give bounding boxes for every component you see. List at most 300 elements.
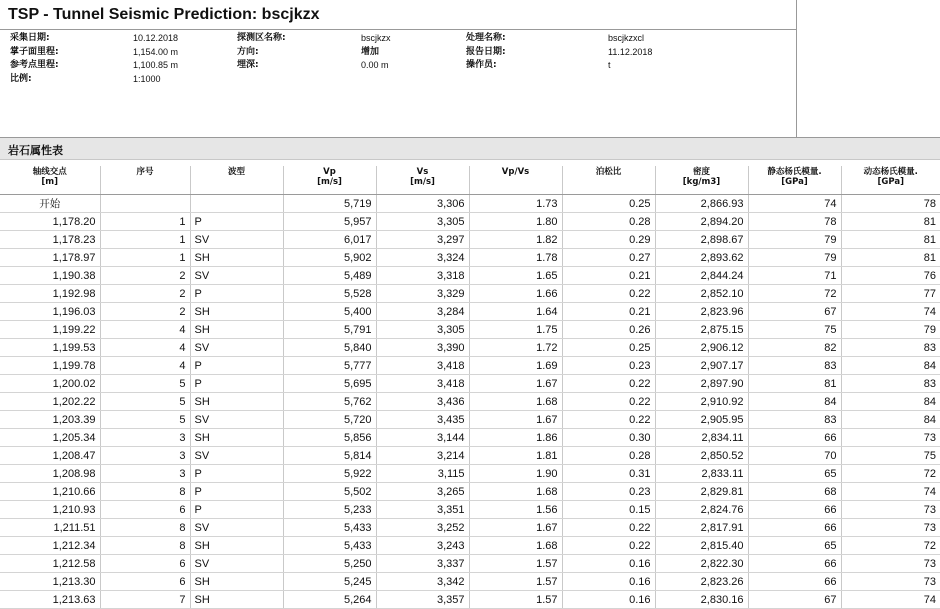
table-cell: 73 [841,429,940,447]
table-cell: 1.64 [469,303,562,321]
table-cell: 3,306 [376,195,469,213]
table-cell: 84 [841,357,940,375]
meta-values-col1 [133,32,178,86]
table-cell: 1,199.78 [0,357,100,375]
table-header-row [0,166,940,195]
table-cell: 0.30 [562,429,655,447]
meta-label: 比例: [10,73,32,84]
table-cell: SV [190,231,283,249]
table-cell: 0.15 [562,501,655,519]
table-cell: SH [190,321,283,339]
table-row [0,591,940,609]
table-cell: 4 [100,357,190,375]
column-header [748,166,841,195]
table-cell: 2,897.90 [655,375,748,393]
table-cell: 0.22 [562,519,655,537]
table-cell [190,195,283,213]
table-row [0,213,940,231]
table-cell: 5 [100,375,190,393]
table-cell: 0.22 [562,393,655,411]
table-row [0,375,940,393]
meta-value: 1,154.00 m [133,46,179,57]
column-header [283,166,376,195]
table-cell: 1.82 [469,231,562,249]
table-cell: 3,418 [376,357,469,375]
meta-value: 1,100.85 m [133,60,179,70]
table-cell: 75 [748,321,841,339]
column-header-name: 密度 [692,167,710,177]
table-cell: 3,318 [376,267,469,285]
table-row [0,195,940,213]
column-header-name: 波型 [227,167,245,177]
table-cell: 3 [100,429,190,447]
table-cell: 3,351 [376,501,469,519]
table-cell: 5,264 [283,591,376,609]
table-cell: 65 [748,465,841,483]
table-cell: SH [190,393,283,411]
table-cell: 8 [100,483,190,501]
table-cell: 6 [100,555,190,573]
table-cell: 1,199.22 [0,321,100,339]
table-cell: 2,823.26 [655,573,748,591]
column-header [190,166,283,195]
table-cell: 1.67 [469,519,562,537]
table-cell: 74 [841,303,940,321]
table-cell: 0.26 [562,321,655,339]
table-cell: 1.68 [469,537,562,555]
table-cell: 2,833.11 [655,465,748,483]
table-cell: 0.22 [562,375,655,393]
meta-value: 10.12.2018 [133,33,179,43]
table-cell: 3,297 [376,231,469,249]
table-cell: 83 [841,375,940,393]
table-cell: 0.28 [562,213,655,231]
table-cell: 1,210.66 [0,483,100,501]
table-cell: 6 [100,573,190,591]
meta-label: 参考点里程: [10,60,59,70]
table-row [0,429,940,447]
table-cell: 2,815.40 [655,537,748,555]
table-cell: 3,390 [376,339,469,357]
table-cell: 2,898.67 [655,231,748,249]
table-cell: 5,719 [283,195,376,213]
column-header-name: Vs [416,167,429,177]
table-cell: 2,910.92 [655,393,748,411]
table-cell: 3,337 [376,555,469,573]
table-row [0,285,940,303]
table-cell: 3,214 [376,447,469,465]
table-cell: 8 [100,519,190,537]
column-header [469,166,562,195]
table-cell: 5 [100,411,190,429]
table-cell: P [190,375,283,393]
table-cell: 1.67 [469,375,562,393]
table-cell: 83 [748,357,841,375]
table-cell: 6 [100,501,190,519]
table-cell: 74 [841,483,940,501]
table-row [0,465,940,483]
table-cell: SV [190,411,283,429]
table-cell: 2,822.30 [655,555,748,573]
table-cell: 67 [748,303,841,321]
table-row [0,231,940,249]
table-cell: 5,902 [283,249,376,267]
table-cell: 0.28 [562,447,655,465]
table-cell: 2,850.52 [655,447,748,465]
table-cell: 1 [100,231,190,249]
meta-value: bscjkzx [361,33,391,43]
table-cell: 1,213.63 [0,591,100,609]
rock-properties-table [0,166,940,609]
column-header-name: 动态杨氏模量. [863,167,918,177]
table-cell: SH [190,537,283,555]
table-cell: 7 [100,591,190,609]
table-cell: 5,489 [283,267,376,285]
report-title: TSP - Tunnel Seismic Prediction: bscjkzx [8,6,320,23]
column-header-name: Vp/Vs [501,167,530,177]
table-cell: 5,856 [283,429,376,447]
table-cell: 2,907.17 [655,357,748,375]
table-row [0,339,940,357]
header-side-box [797,0,940,138]
table-cell: 2,866.93 [655,195,748,213]
table-cell: 1,213.30 [0,573,100,591]
table-row [0,411,940,429]
table-cell: 5,922 [283,465,376,483]
table-cell: P [190,465,283,483]
table-cell: 1,208.98 [0,465,100,483]
table-cell: 76 [841,267,940,285]
meta-label: 探测区名称: [237,33,286,43]
section-header [0,138,940,160]
table-cell: 2,906.12 [655,339,748,357]
column-header-name: 泊松比 [595,167,622,177]
table-cell: 3,357 [376,591,469,609]
table-cell: 73 [841,501,940,519]
table-cell: 0.22 [562,537,655,555]
meta-value: 1:1000 [133,73,161,84]
table-row [0,321,940,339]
table-row [0,267,940,285]
table-cell: 3,435 [376,411,469,429]
column-header [0,166,100,195]
table-cell: 0.29 [562,231,655,249]
table-cell: 5,762 [283,393,376,411]
table-cell: 0.27 [562,249,655,267]
table-cell: 1,199.53 [0,339,100,357]
column-header-name: 轴线交点 [32,167,67,177]
table-cell: 70 [748,447,841,465]
table-cell: 72 [748,285,841,303]
table-cell: 0.21 [562,267,655,285]
table-cell: SV [190,555,283,573]
table-cell: 1,178.20 [0,213,100,231]
table-cell: 84 [841,411,940,429]
table-cell: 2,875.15 [655,321,748,339]
table-cell: 5,433 [283,537,376,555]
table-row [0,357,940,375]
table-cell: 2,852.10 [655,285,748,303]
table-cell: 5,433 [283,519,376,537]
table-cell: 3,144 [376,429,469,447]
table-cell: 1,208.47 [0,447,100,465]
table-cell: 0.16 [562,591,655,609]
table-cell: 79 [748,231,841,249]
table-cell: 开始 [0,195,100,213]
table-row [0,573,940,591]
table-cell: 66 [748,501,841,519]
column-header [841,166,940,195]
table-cell: 4 [100,339,190,357]
table-cell: 66 [748,555,841,573]
table-cell: 1.57 [469,573,562,591]
meta-label: 操作员: [466,60,497,70]
table-cell: 3,418 [376,375,469,393]
table-cell: SH [190,591,283,609]
table-cell: 1,192.98 [0,285,100,303]
table-cell: 66 [748,573,841,591]
table-cell: 1 [100,249,190,267]
table-cell: 1,178.97 [0,249,100,267]
table-cell: 66 [748,519,841,537]
table-cell: 2,834.11 [655,429,748,447]
table-cell: 5,400 [283,303,376,321]
column-header-unit: [m/s] [317,177,342,187]
table-cell: 65 [748,537,841,555]
table-cell: 1 [100,213,190,231]
table-cell: 73 [841,573,940,591]
table-cell: 2 [100,285,190,303]
table-cell: SV [190,519,283,537]
meta-value: bscjkzxcl [608,33,645,43]
table-cell: 5 [100,393,190,411]
table-cell: 5,791 [283,321,376,339]
table-cell: 1,203.39 [0,411,100,429]
table-cell: P [190,357,283,375]
table-cell: 1.68 [469,393,562,411]
table-cell: 3,252 [376,519,469,537]
table-cell: 1.66 [469,285,562,303]
table-cell: 0.16 [562,573,655,591]
table-cell: 3,265 [376,483,469,501]
section-title: 岩石属性表 [8,144,63,157]
table-cell: 3,284 [376,303,469,321]
table-cell: 5,720 [283,411,376,429]
table-cell: 1.65 [469,267,562,285]
table-cell: 2,905.95 [655,411,748,429]
table-row [0,249,940,267]
table-cell: SV [190,447,283,465]
table-cell: 74 [841,591,940,609]
table-cell: 81 [748,375,841,393]
table-cell: 2,823.96 [655,303,748,321]
table-cell: 5,528 [283,285,376,303]
column-header-name: Vp [323,167,336,177]
table-cell: 5,777 [283,357,376,375]
column-header-unit: [GPa] [877,177,904,187]
table-cell: 1,202.22 [0,393,100,411]
table-cell: 2,829.81 [655,483,748,501]
table-cell: 0.22 [562,411,655,429]
table-cell: 1.73 [469,195,562,213]
column-header [100,166,190,195]
column-header-unit: [m/s] [410,177,435,187]
table-cell: 67 [748,591,841,609]
table-cell: 82 [748,339,841,357]
table-cell: 5,233 [283,501,376,519]
table-cell: 84 [841,393,940,411]
table-cell: 1.90 [469,465,562,483]
column-header-unit: [m] [41,177,59,187]
table-cell: SH [190,303,283,321]
table-cell: 1.57 [469,591,562,609]
column-header-unit: [GPa] [781,177,808,187]
meta-labels-col1 [10,32,59,86]
table-cell: 73 [841,519,940,537]
table-cell: SH [190,573,283,591]
table-cell: 3,243 [376,537,469,555]
table-cell: 81 [841,213,940,231]
table-cell: 5,250 [283,555,376,573]
table-cell: 3,329 [376,285,469,303]
table-cell: 1,196.03 [0,303,100,321]
table-cell: 1.81 [469,447,562,465]
table-cell: 81 [841,231,940,249]
table-row [0,519,940,537]
table-cell: 0.23 [562,483,655,501]
table-cell: 6,017 [283,231,376,249]
table-body [0,195,940,609]
table-cell: 71 [748,267,841,285]
table-row [0,393,940,411]
table-row [0,501,940,519]
table-cell: 3 [100,465,190,483]
table-cell: 1.75 [469,321,562,339]
table-row [0,537,940,555]
table-cell: 1.57 [469,555,562,573]
meta-value: 增加 [361,46,380,57]
table-cell: SV [190,339,283,357]
table-cell: 1.67 [469,411,562,429]
meta-label: 报告日期: [466,46,506,57]
table-cell: 5,957 [283,213,376,231]
table-cell: 5,814 [283,447,376,465]
column-header-name: 序号 [136,167,154,177]
table-cell: 2 [100,303,190,321]
table-cell: 5,245 [283,573,376,591]
column-header [562,166,655,195]
table-cell: 79 [748,249,841,267]
meta-value: 0.00 m [361,60,389,70]
table-cell: 3,115 [376,465,469,483]
table-cell: 5,840 [283,339,376,357]
table-cell: 1,211.51 [0,519,100,537]
table-row [0,447,940,465]
table-cell: 1,212.58 [0,555,100,573]
table-cell: SV [190,267,283,285]
table-cell: 1,210.93 [0,501,100,519]
table-cell: 1.80 [469,213,562,231]
table-cell [100,195,190,213]
table-row [0,303,940,321]
table-cell: 2,894.20 [655,213,748,231]
table-cell: 81 [841,249,940,267]
table-cell: 72 [841,537,940,555]
table-cell: P [190,213,283,231]
table-cell: 1.86 [469,429,562,447]
table-cell: P [190,501,283,519]
table-cell: 1.69 [469,357,562,375]
table-cell: 1,205.34 [0,429,100,447]
table-row [0,555,940,573]
table-cell: 1,212.34 [0,537,100,555]
table-cell: 2,893.62 [655,249,748,267]
table-cell: 75 [841,447,940,465]
table-cell: 1.78 [469,249,562,267]
table-cell: SH [190,429,283,447]
table-cell: 83 [748,411,841,429]
table-cell: 3,305 [376,321,469,339]
table-cell: 79 [841,321,940,339]
meta-value: t [608,60,611,70]
table-cell: 66 [748,429,841,447]
meta-label: 掌子面里程: [10,46,59,57]
table-row [0,483,940,501]
table-cell: 5,695 [283,375,376,393]
table-cell: 2,824.76 [655,501,748,519]
table-cell: 2,844.24 [655,267,748,285]
table-cell: 0.21 [562,303,655,321]
table-cell: 1,178.23 [0,231,100,249]
table-cell: 3,342 [376,573,469,591]
meta-labels-col2 [237,32,286,73]
meta-label: 方向: [237,46,259,57]
table-cell: 77 [841,285,940,303]
table-cell: 1,190.38 [0,267,100,285]
table-cell: 2,830.16 [655,591,748,609]
meta-label: 处理名称: [466,33,506,43]
table-cell: 0.22 [562,285,655,303]
title-divider [0,29,797,30]
column-header-name: 静态杨氏模量. [767,167,822,177]
table-cell: 5,502 [283,483,376,501]
table-cell: 3,324 [376,249,469,267]
meta-value: 11.12.2018 [608,46,653,57]
table-cell: 0.16 [562,555,655,573]
table-cell: 1.68 [469,483,562,501]
table-cell: 3 [100,447,190,465]
table-cell: 2,817.91 [655,519,748,537]
column-header [376,166,469,195]
table-cell: 0.25 [562,195,655,213]
meta-labels-col3 [466,32,506,73]
table-cell: 1.56 [469,501,562,519]
table-cell: 3,305 [376,213,469,231]
table-cell: P [190,285,283,303]
table-cell: 72 [841,465,940,483]
table-cell: 0.23 [562,357,655,375]
table-cell: 73 [841,555,940,573]
column-header-unit: [kg/m3] [682,177,721,187]
table-cell: 1,200.02 [0,375,100,393]
column-header [655,166,748,195]
table-cell: 78 [748,213,841,231]
table-cell: 4 [100,321,190,339]
table-cell: 84 [748,393,841,411]
meta-label: 埋深: [237,60,259,70]
meta-label: 采集日期: [10,33,50,43]
table-cell: 68 [748,483,841,501]
